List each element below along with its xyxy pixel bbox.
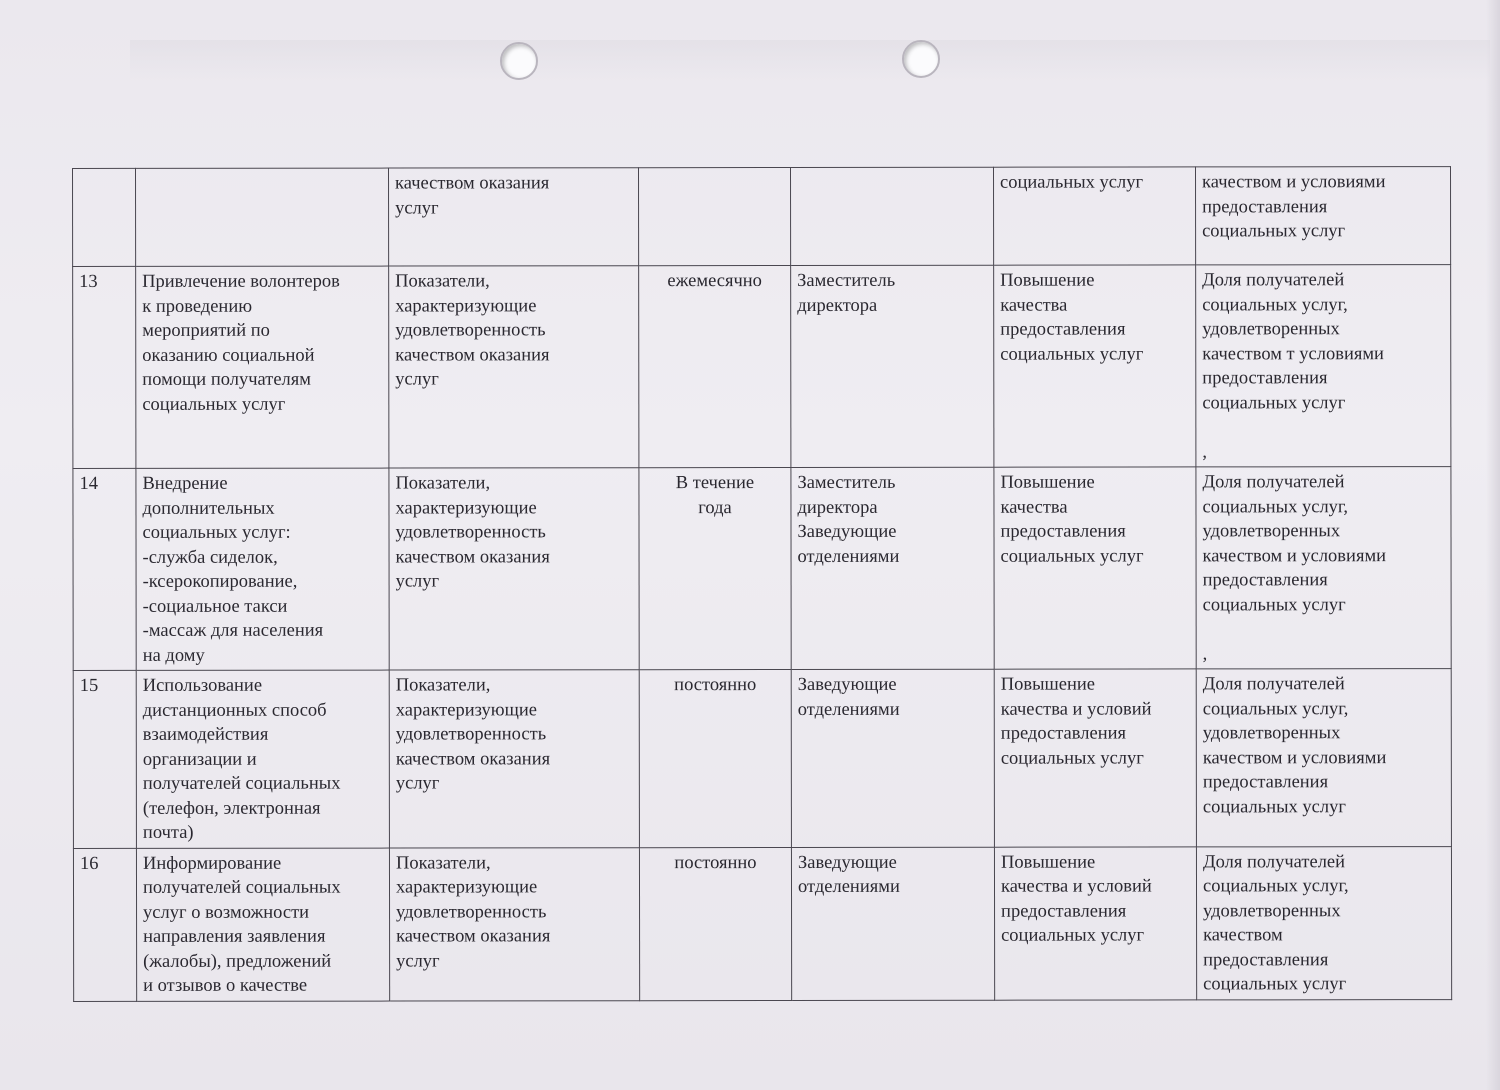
indicator-cell	[389, 266, 639, 468]
frequency-cell	[639, 847, 791, 1000]
cell-text-line: взаимодействия	[142, 724, 269, 745]
cell-text-line: постоянно	[674, 675, 757, 696]
cell-text-line: услуг	[396, 950, 440, 972]
cell-text-line: удовлетворенных	[1202, 521, 1341, 542]
measure-cell	[136, 168, 389, 266]
cell-text-line: социальных услуг,	[1202, 496, 1349, 517]
cell-text-line: социальных услуг	[1000, 546, 1144, 567]
cell-text-line: Доля получателей	[1202, 674, 1345, 695]
cell-text-line: качества	[1000, 295, 1068, 316]
cell-text-line: Доля получателей	[1202, 851, 1346, 872]
cell-text-line: качества и условий	[1000, 876, 1152, 897]
cell-text-line: предоставления	[1001, 901, 1127, 922]
frequency-cell	[639, 265, 791, 467]
cell-text-line: удовлетворенность	[395, 724, 547, 745]
row-number-cell	[73, 168, 136, 266]
cell-text-line: социальных услуг	[142, 394, 286, 415]
activity-table	[72, 166, 1452, 1001]
cell-text-line: Повышение	[1000, 674, 1095, 695]
cell-text-line: ежемесячно	[667, 271, 762, 292]
measure-cell	[136, 670, 389, 848]
cell-text-line: ,	[1202, 441, 1208, 462]
table-row	[73, 467, 1451, 671]
measure-cell	[136, 266, 389, 468]
cell-text-line: характеризующие	[395, 295, 537, 317]
frequency-cell	[639, 167, 791, 265]
cell-text-line: предоставления	[1202, 196, 1328, 217]
cell-text-line: почта)	[142, 822, 194, 843]
cell-text-line: Внедрение	[142, 473, 228, 494]
row-number-cell: 14	[73, 468, 136, 670]
cell-text-line: социальных услуг	[1202, 221, 1346, 242]
cell-text-line: качеством и условиями	[1202, 172, 1386, 193]
cell-text-line: Повышение	[1000, 852, 1096, 873]
frequency-cell	[639, 669, 791, 847]
cell-text-line: качества	[1000, 497, 1068, 518]
cell-text-line: на дому	[142, 645, 205, 666]
punch-hole	[902, 40, 940, 78]
responsible-cell	[791, 467, 994, 669]
cell-text-line: Заместитель	[797, 472, 896, 493]
page-shadow	[130, 40, 1490, 80]
cell-text-line: качеством и условиями	[1202, 747, 1387, 768]
cell-text-line: удовлетворенных	[1202, 723, 1341, 744]
evaluation-cell	[1196, 669, 1451, 847]
cell-text-line: качеством оказания	[395, 173, 550, 194]
cell-text-line: к проведению	[142, 296, 253, 317]
cell-text-line: услуг	[395, 197, 439, 219]
result-cell	[994, 846, 1196, 999]
cell-text-line: предоставления	[1202, 570, 1328, 591]
cell-text-line: отделениями	[797, 546, 900, 567]
cell-text-line: качеством и условиями	[1202, 545, 1387, 566]
cell-text-line: услуг	[395, 369, 439, 390]
row-number-cell: 15	[73, 670, 136, 848]
cell-text-line: удовлетворенность	[396, 901, 547, 923]
responsible-cell	[791, 265, 994, 467]
cell-text-line: качеством оказания	[395, 344, 550, 366]
measure-cell	[136, 468, 389, 670]
responsible-cell	[791, 669, 994, 847]
cell-text-line: года	[698, 497, 732, 518]
cell-text-line: Повышение	[1000, 472, 1095, 493]
cell-text-line: Показатели,	[395, 852, 491, 874]
table-row	[73, 265, 1451, 469]
evaluation-cell	[1196, 467, 1451, 669]
cell-text-line: удовлетворенность	[395, 320, 546, 341]
cell-text-line: -массаж для населения	[142, 620, 324, 641]
cell-text-line: получателей социальных	[142, 877, 341, 898]
cell-text-line: предоставления	[1203, 949, 1329, 970]
cell-text-line: социальных услуг	[1001, 925, 1145, 946]
cell-text-line: (телефон, электронная	[142, 798, 321, 819]
cell-text-line: удовлетворенность	[395, 522, 546, 543]
cell-text-line: направления заявления	[143, 926, 326, 947]
cell-text-line: ,	[1202, 643, 1208, 664]
result-cell	[994, 467, 1196, 669]
cell-text-line: мероприятий по	[142, 320, 270, 341]
cell-text-line: социальных услуг	[1000, 748, 1144, 769]
indicator-cell	[389, 468, 639, 670]
cell-text-line: (жалобы), предложений	[143, 951, 332, 972]
cell-text-line: качеством оказания	[395, 748, 551, 770]
result-cell	[994, 669, 1196, 847]
indicator-cell	[389, 847, 639, 1000]
cell-text-line: предоставления	[1000, 319, 1126, 340]
cell-text-line: характеризующие	[395, 877, 538, 898]
responsible-cell	[791, 167, 994, 265]
cell-text-line: и отзывов о качестве	[143, 975, 308, 996]
cell-text-line: Привлечение волонтеров	[142, 271, 340, 292]
cell-text-line: предоставления	[1202, 368, 1328, 389]
cell-text-line: предоставления	[1000, 521, 1126, 542]
cell-text-line: оказанию социальной	[142, 345, 315, 366]
cell-text-line: качеством оказания	[395, 546, 550, 568]
cell-text-line: социальных услуг,	[1202, 876, 1349, 897]
responsible-cell	[791, 847, 994, 1000]
table-row	[73, 669, 1451, 848]
cell-text-line: характеризующие	[395, 699, 537, 721]
cell-text-line: социальных услуг,	[1202, 294, 1348, 315]
cell-text-line: помощи получателям	[142, 369, 312, 390]
cell-text-line: Показатели,	[395, 271, 490, 292]
cell-text-line: предоставления	[1202, 772, 1329, 793]
evaluation-cell	[1195, 167, 1450, 265]
evaluation-cell	[1196, 265, 1451, 467]
cell-text-line: дополнительных	[142, 498, 275, 519]
cell-text-line: удовлетворенных	[1202, 319, 1340, 340]
row-number-cell: 16	[73, 848, 136, 1001]
cell-text-line: качества и условий	[1000, 698, 1152, 720]
indicator-cell	[389, 670, 639, 848]
cell-text-line: Информирование	[142, 853, 282, 874]
cell-text-line: Показатели,	[395, 675, 491, 696]
cell-text-line: -ксерокопирование,	[142, 571, 298, 592]
cell-text-line: социальных услуг	[1000, 172, 1144, 193]
cell-text-line: Показатели,	[395, 473, 491, 494]
cell-text-line: характеризующие	[395, 497, 537, 519]
cell-text-line	[1202, 415, 1444, 440]
cell-text-line	[1203, 617, 1445, 642]
cell-text-line: услуг о возможности	[143, 902, 310, 923]
frequency-cell	[639, 467, 791, 669]
page-edge	[1486, 0, 1500, 1090]
cell-text-line: Использование	[142, 675, 263, 696]
cell-text-line: отделениями	[797, 876, 900, 897]
table-row	[73, 167, 1451, 267]
cell-text-line: Повышение	[1000, 270, 1095, 291]
table-row	[73, 846, 1451, 1001]
cell-text-line: -служба сиделок,	[142, 547, 278, 568]
cell-text-line: -социальное такси	[142, 596, 288, 617]
cell-text-line: Доля получателей	[1202, 472, 1345, 493]
cell-text-line: получателей социальных	[142, 773, 341, 794]
cell-text-line: социальных услуг:	[142, 522, 291, 543]
cell-text-line: услуг	[395, 571, 440, 592]
cell-text-line: В течение	[675, 473, 755, 494]
cell-text-line: услуг	[395, 773, 440, 794]
cell-text-line: качеством т условиями	[1202, 343, 1384, 364]
measure-cell	[136, 848, 389, 1001]
result-cell	[994, 265, 1196, 467]
cell-text-line: отделениями	[797, 699, 900, 720]
cell-text-line: качеством	[1203, 925, 1283, 946]
cell-text-line: качеством оказания	[396, 926, 551, 947]
cell-text-line: Заместитель	[797, 270, 896, 291]
cell-text-line: удовлетворенных	[1203, 900, 1341, 921]
cell-text-line: Заведующие	[797, 674, 897, 695]
cell-text-line: социальных услуг	[1202, 392, 1346, 413]
punch-hole	[500, 42, 538, 80]
cell-text-line: социальных услуг	[1202, 594, 1346, 615]
cell-text-line: директора	[797, 497, 878, 518]
evaluation-cell	[1196, 846, 1451, 999]
cell-text-line: Заведующие	[797, 852, 897, 873]
cell-text-line: Заведующие	[797, 521, 897, 542]
cell-text-line: социальных услуг	[1203, 974, 1347, 995]
cell-text-line: социальных услуг	[1202, 796, 1346, 817]
cell-text-line: предоставления	[1000, 723, 1127, 744]
result-cell	[993, 167, 1195, 265]
cell-text-line: Доля получателей	[1202, 270, 1345, 291]
cell-text-line: социальных услуг	[1000, 344, 1144, 365]
cell-text-line: дистанционных способ	[142, 700, 327, 721]
cell-text-line: постоянно	[674, 852, 757, 873]
row-number-cell: 13	[73, 266, 136, 468]
cell-text-line: директора	[797, 295, 878, 316]
indicator-cell	[389, 168, 639, 266]
cell-text-line: организации и	[142, 749, 257, 770]
cell-text-line: социальных услуг,	[1202, 698, 1349, 719]
